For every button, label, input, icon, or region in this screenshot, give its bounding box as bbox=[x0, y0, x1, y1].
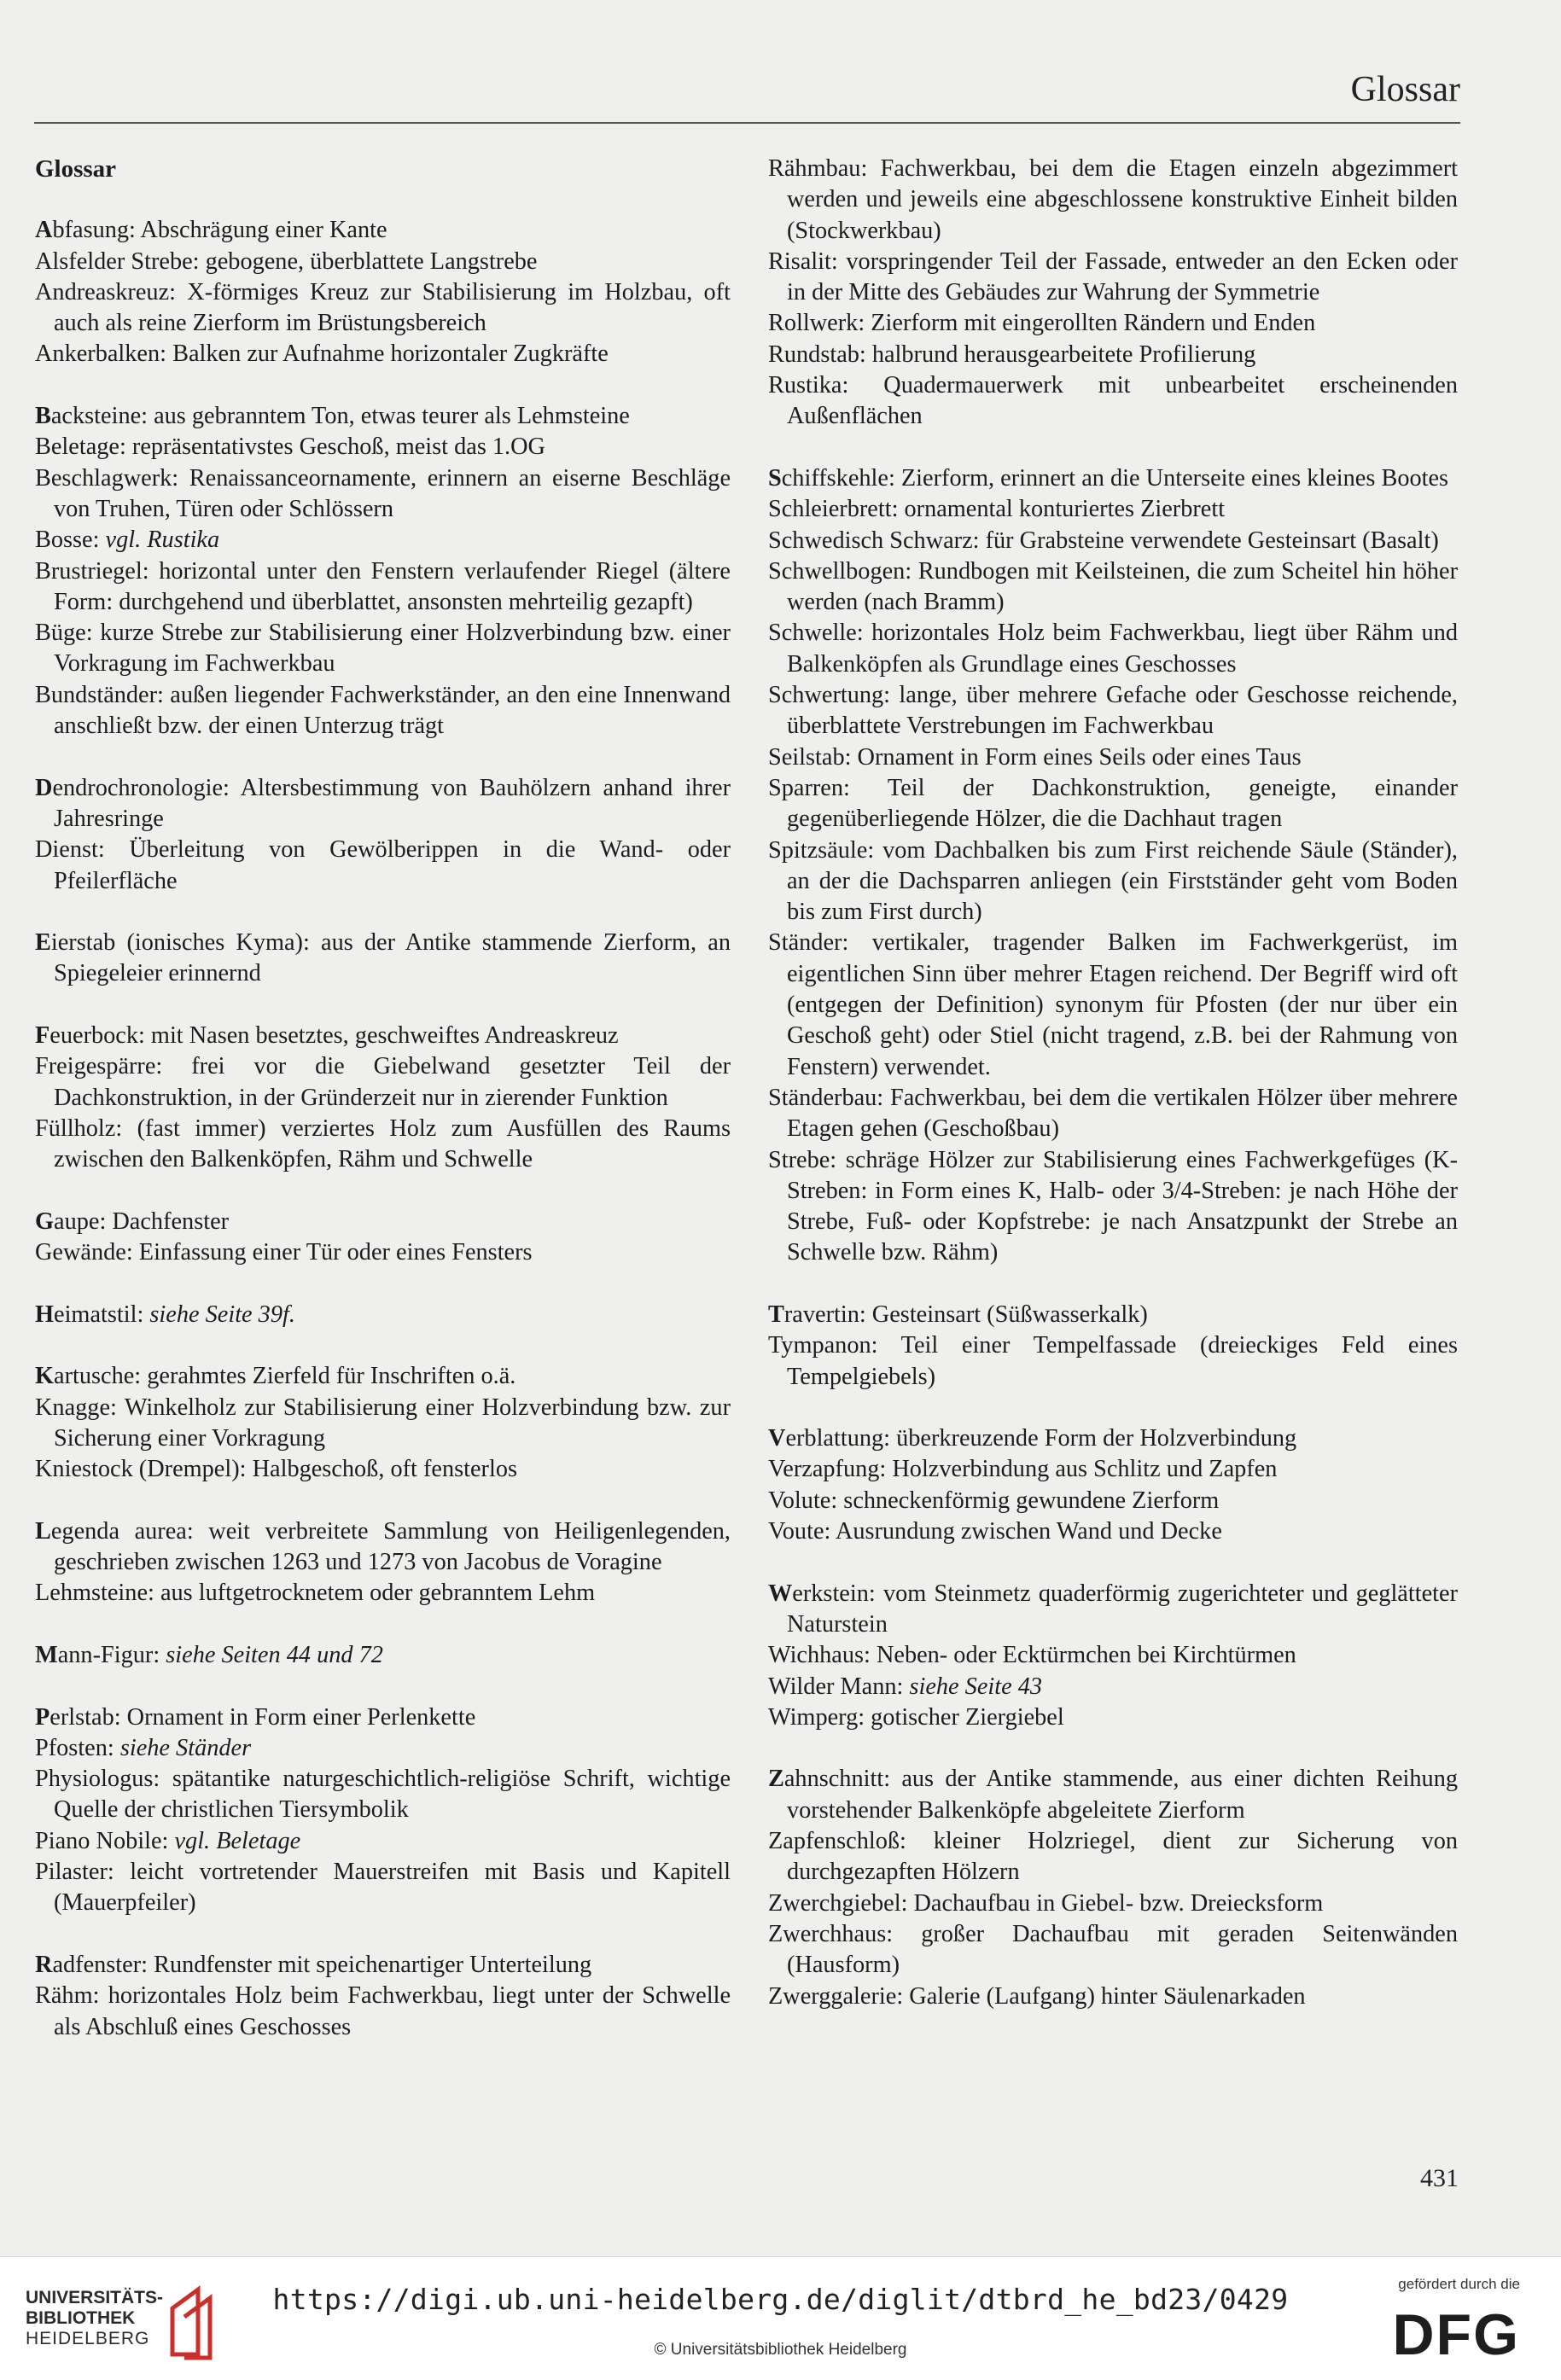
glossary-entry bbox=[35, 1578, 731, 1609]
entry-term: Pfosten bbox=[35, 1734, 108, 1761]
entry-term: Wimperg bbox=[768, 1703, 859, 1731]
permalink-url[interactable]: https://digi.ub.uni-heidelberg.de/diglit/dtbrd_he_bd23/0429 bbox=[272, 2283, 1289, 2316]
entry-definition: : Abschrägung einer Kante bbox=[129, 217, 387, 244]
glossary-entry bbox=[768, 1454, 1458, 1485]
entry-term: Schwedisch Schwarz bbox=[768, 527, 973, 554]
entry-term: erblattung bbox=[785, 1425, 884, 1452]
glossary-left-column bbox=[35, 154, 731, 2074]
entry-term: Ankerbalken bbox=[35, 340, 160, 368]
entry-term: chiffskehle bbox=[781, 464, 888, 492]
glossary-letter-group bbox=[35, 215, 731, 370]
glossary-entry bbox=[768, 370, 1458, 433]
entry-initial-letter: F bbox=[35, 1022, 50, 1050]
entry-term: Füllholz bbox=[35, 1114, 116, 1142]
entry-definition: : horizontales Holz beim Fachwerkbau, liegt unter der Schwelle als Abschluß eines Geschosses bbox=[54, 1982, 731, 2040]
entry-definition: : Halbgeschoß, oft fensterlos bbox=[239, 1456, 517, 1483]
glossary-entry bbox=[35, 1361, 731, 1392]
dfg-funding-block[interactable] bbox=[1375, 2276, 1520, 2370]
glossary-entry bbox=[35, 339, 731, 370]
entry-term: Sparren bbox=[768, 774, 843, 801]
copyright-notice: © Universitätsbibliothek Heidelberg bbox=[654, 2341, 907, 2359]
entry-definition: : Gesteinsart (Süßwasserkalk) bbox=[859, 1301, 1148, 1328]
entry-definition: : bbox=[92, 527, 106, 554]
entry-term: euerbock bbox=[50, 1022, 138, 1050]
entry-term: eimatstil bbox=[54, 1301, 137, 1328]
entry-definition: : bbox=[896, 1673, 910, 1700]
entry-term: endrochronologie bbox=[52, 774, 224, 801]
entry-definition: : gebogene, überblattete Langstrebe bbox=[192, 247, 538, 275]
glossary-entry bbox=[768, 1300, 1458, 1330]
entry-term: Knagge bbox=[35, 1394, 110, 1421]
glossary-entry bbox=[768, 494, 1458, 525]
entry-definition: : Rundbogen mit Keilsteinen, die zum Scheitel hin höher werden (nach Bramm) bbox=[787, 557, 1458, 616]
entry-definition: : überkreuzende Form der Holzverbindung bbox=[883, 1425, 1297, 1452]
entry-definition: : großer Dachaufbau mit geraden Seitenwänden (Hausform) bbox=[787, 1920, 1458, 1979]
entry-definition: : außen liegender Fachwerkständer, an den eine Innenwand anschließt bzw. der einen Unterzug trägt bbox=[54, 681, 731, 740]
glossary-entry bbox=[768, 308, 1458, 339]
glossary-entry bbox=[35, 401, 731, 432]
entry-definition: : weit verbreitete Sammlung von Heiligenlegenden, geschrieben zwischen 1263 und 1273 von Jacobus de Voragine bbox=[54, 1517, 731, 1576]
entry-definition: : Ornament in Form einer Perlenkette bbox=[114, 1703, 476, 1731]
entry-term: Voute bbox=[768, 1518, 824, 1545]
entry-definition: : schräge Hölzer zur Stabilisierung eines Fachwerkgefüges (K-Streben: in Form eines K, Halb- oder 3/4-Streben: je nach Höhe der Strebe, Fuß- oder Kopfstrebe: je nach Ansatzpunkt der Strebe an Schwelle bzw. Rähm) bbox=[787, 1146, 1458, 1266]
entry-term: Lehmsteine bbox=[35, 1580, 149, 1607]
entry-definition: : schneckenförmig gewundene Zierform bbox=[830, 1487, 1220, 1514]
entry-term: Ständer bbox=[768, 929, 842, 957]
entry-term: aupe bbox=[54, 1207, 100, 1235]
entry-definition: : Ornament in Form eines Seils oder eines Taus bbox=[844, 743, 1302, 771]
glossary-entry bbox=[35, 1857, 731, 1919]
glossary-entry bbox=[35, 525, 731, 556]
entry-definition: : Quadermauerwerk mit unbearbeitet erscheinenden Außenflächen bbox=[787, 372, 1458, 430]
glossary-entry bbox=[768, 835, 1458, 928]
glossary-entry bbox=[35, 277, 731, 340]
entry-term: Beschlagwerk bbox=[35, 464, 172, 492]
glossary-entry bbox=[768, 1981, 1458, 2012]
entry-term: adfenster bbox=[52, 1951, 142, 1978]
glossary-entry bbox=[35, 1237, 731, 1268]
entry-definition: : bbox=[137, 1301, 150, 1328]
glossary-entry bbox=[768, 1516, 1458, 1547]
entry-definition: : vertikaler, tragender Balken im Fachwerkgerüst, im eigentlichen Sinn über mehrer Etagen reichend. Der Begriff wird oft (entgegen der Definition) synonym für Pfosten (der nur über ein Geschoß geht) oder Stiel (nicht tragend, z.B. bei der Rahmung von Fenstern) verwendet. bbox=[787, 929, 1458, 1080]
glossary-entry bbox=[35, 1207, 731, 1237]
glossary-entry bbox=[35, 1051, 731, 1114]
entry-initial-letter: G bbox=[35, 1207, 55, 1235]
glossary-entry bbox=[768, 1145, 1458, 1269]
entry-definition: : vorspringender Teil der Fassade, entweder an den Ecken oder in der Mitte des Gebäudes zur Wahrung der Symmetrie bbox=[787, 247, 1458, 306]
glossary-letter-group bbox=[35, 1640, 731, 1671]
entry-definition: : spätantike naturgeschichtlich-religiöse Schrift, wichtige Quelle der christlichen Tiersymbolik bbox=[54, 1766, 731, 1824]
glossary-entry bbox=[768, 526, 1458, 556]
entry-definition: : Balken zur Aufnahme horizontaler Zugkräfte bbox=[160, 340, 609, 368]
entry-term: Beletage bbox=[35, 434, 119, 461]
glossary-letter-group bbox=[768, 1579, 1458, 1733]
entry-initial-letter: W bbox=[768, 1580, 793, 1607]
entry-term: Rustika bbox=[768, 372, 842, 399]
glossary-letter-group bbox=[768, 1300, 1458, 1393]
glossary-entry bbox=[35, 1454, 731, 1485]
entry-definition: : ornamental konturiertes Zierbrett bbox=[891, 496, 1226, 523]
glossary-entry bbox=[768, 742, 1458, 773]
entry-definition: : horizontal unter den Fenstern verlaufender Riegel (ältere Form: durchgehend und überblattet, ansonsten mehrteilig gezapft) bbox=[54, 557, 731, 615]
glossary-entry bbox=[768, 1579, 1458, 1641]
glossary-entry bbox=[35, 618, 731, 680]
page-number: 431 bbox=[1420, 2164, 1459, 2192]
glossary-letter-group bbox=[768, 154, 1458, 433]
glossary-letter-group bbox=[35, 1300, 731, 1330]
glossary-letter-group bbox=[35, 1702, 731, 1919]
entry-term: egenda aurea bbox=[50, 1517, 187, 1545]
entry-initial-letter: K bbox=[35, 1363, 55, 1390]
entry-term: Schwelle bbox=[768, 620, 857, 647]
entry-term: Rundstab bbox=[768, 340, 859, 368]
entry-definition: : frei vor die Giebelwand gesetzter Teil der Dachkonstruktion, in der Gründerzeit nur in zierender Funktion bbox=[54, 1053, 731, 1111]
entry-term: Strebe bbox=[768, 1146, 830, 1173]
entry-initial-letter: T bbox=[768, 1301, 784, 1328]
entry-initial-letter: A bbox=[35, 217, 53, 244]
entry-term: Rollwerk bbox=[768, 310, 859, 337]
library-name-line1: UNIVERSITÄTS- bbox=[26, 2288, 164, 2307]
dfg-logo bbox=[1378, 2301, 1520, 2361]
glossary-entry bbox=[35, 1114, 731, 1176]
glossary-entry bbox=[768, 1764, 1458, 1826]
entry-cross-reference: vgl. Beletage bbox=[174, 1827, 301, 1854]
entry-definition: : gerahmtes Zierfeld für Inschriften o.ä. bbox=[134, 1363, 516, 1390]
funding-note: gefördert durch die bbox=[1398, 2276, 1520, 2292]
entry-initial-letter: H bbox=[35, 1301, 55, 1328]
glossary-entry bbox=[768, 1083, 1458, 1145]
glossary-entry bbox=[35, 1393, 731, 1455]
entry-term: Andreaskreuz bbox=[35, 278, 170, 306]
header-rule bbox=[34, 122, 1460, 124]
glossary-entry bbox=[768, 1640, 1458, 1671]
glossary-letter-group bbox=[35, 1516, 731, 1609]
entry-definition: : Neben- oder Ecktürmchen bei Kirchtürmen bbox=[864, 1642, 1296, 1669]
glossary-letter-group bbox=[768, 1764, 1458, 2011]
entry-definition: : aus der Antike stammende Zierform, an Spiegeleier erinnernd bbox=[54, 929, 731, 987]
glossary-entry bbox=[768, 154, 1458, 247]
glossary-entry bbox=[35, 835, 731, 897]
library-name-line2: BIBLIOTHEK bbox=[26, 2308, 136, 2328]
glossary-entry bbox=[35, 1640, 731, 1671]
entry-definition: : Fachwerkbau, bei dem die Etagen einzeln abgezimmert werden und jeweils eine abgeschlossene konstruktive Einheit bilden (Stockwerkbau) bbox=[787, 155, 1458, 244]
glossary-entry bbox=[768, 463, 1458, 494]
glossary-entry bbox=[768, 1826, 1458, 1888]
entry-term: acksteine bbox=[50, 403, 142, 430]
entry-definition: : vom Dachbalken bis zum First reichende Säule (Ständer), an der die Dachsparren anliegen (ein Firstständer geht vom Boden bis zum First durch) bbox=[787, 836, 1458, 926]
entry-term: Rähmbau bbox=[768, 155, 861, 182]
entry-initial-letter: M bbox=[35, 1641, 58, 1668]
glossary-entry bbox=[768, 1919, 1458, 1981]
glossary-right-column bbox=[768, 154, 1458, 2043]
entry-definition: : Dachfenster bbox=[99, 1207, 230, 1235]
entry-definition: : bbox=[161, 1827, 175, 1854]
entry-term: Freigespärre bbox=[35, 1053, 156, 1080]
entry-definition: : repräsentativstes Geschoß, meist das 1.OG bbox=[119, 434, 545, 461]
glossary-entry bbox=[768, 1423, 1458, 1454]
entry-definition: : leicht vortretender Mauerstreifen mit Basis und Kapitell (Mauerpfeiler) bbox=[54, 1859, 731, 1917]
entry-cross-reference: siehe Seiten 44 und 72 bbox=[166, 1641, 383, 1668]
entry-term: ann-Figur bbox=[57, 1641, 154, 1668]
entry-term: Risalit bbox=[768, 247, 831, 275]
entry-definition: : Renaissanceornamente, erinnern an eiserne Beschläge von Truhen, Türen oder Schlössern bbox=[54, 464, 731, 522]
glossary-entry bbox=[768, 556, 1458, 619]
glossary-entry bbox=[35, 680, 731, 742]
entry-term: Büge bbox=[35, 620, 86, 647]
entry-definition: : Ausrundung zwischen Wand und Decke bbox=[824, 1518, 1222, 1545]
entry-definition: : Einfassung einer Tür oder eines Fensters bbox=[125, 1239, 533, 1266]
entry-term: Bosse bbox=[35, 527, 93, 554]
glossary-entry bbox=[35, 1950, 731, 1981]
glossary-letter-group bbox=[35, 1950, 731, 2043]
entry-definition: : aus luftgetrocknetem oder gebranntem Lehm bbox=[148, 1580, 596, 1607]
glossary-entry bbox=[35, 1702, 731, 1733]
glossary-entry bbox=[35, 463, 731, 526]
entry-term: Zwerchhaus bbox=[768, 1920, 887, 1947]
entry-term: Schwertung bbox=[768, 682, 884, 709]
glossary-letter-group bbox=[768, 463, 1458, 1269]
entry-initial-letter: B bbox=[35, 403, 51, 430]
entry-term: bfasung bbox=[52, 217, 130, 244]
entry-term: Dienst bbox=[35, 836, 98, 864]
entry-definition: : aus gebranntem Ton, etwas teurer als Lehmsteine bbox=[141, 403, 630, 430]
entry-definition: : Rundfenster mit speichenartiger Unterteilung bbox=[141, 1951, 592, 1978]
entry-definition: : X-förmiges Kreuz zur Stabilisierung im Holzbau, oft auch als reine Zierform im Brüstungsbereich bbox=[54, 278, 731, 337]
glossary-title: Glossar bbox=[35, 155, 117, 183]
entry-term: Seilstab bbox=[768, 743, 845, 771]
glossary-entry bbox=[768, 1486, 1458, 1516]
glossary-entry bbox=[35, 1764, 731, 1826]
entry-definition: : Teil der Dachkonstruktion, geneigte, einander gegenüberliegende Hölzer, die die Dachhaut tragen bbox=[787, 774, 1458, 833]
entry-term: erkstein bbox=[792, 1580, 869, 1607]
entry-term: Zwerchgiebel bbox=[768, 1889, 901, 1917]
entry-term: Wilder Mann bbox=[768, 1673, 897, 1700]
entry-term: ierstab (ionisches Kyma) bbox=[50, 929, 303, 957]
entry-definition: : Zierform, erinnert an die Unterseite eines kleines Bootes bbox=[888, 464, 1449, 492]
entry-definition: : horizontales Holz beim Fachwerkbau, liegt über Rähm und Balkenköpfen als Grundlage eines Geschosses bbox=[787, 620, 1458, 678]
entry-term: Schwellbogen bbox=[768, 557, 906, 585]
entry-term: ahnschnitt bbox=[783, 1766, 884, 1793]
glossary-entry bbox=[35, 1300, 731, 1330]
dfg-logo-text: DFG bbox=[1392, 2302, 1520, 2361]
entry-definition: : Dachaufbau in Giebel- bzw. Dreiecksform bbox=[900, 1889, 1324, 1917]
entry-term: Spitzsäule bbox=[768, 836, 868, 864]
entry-definition: : Winkelholz zur Stabilisierung einer Holzverbindung bzw. zur Sicherung einer Vorkragung bbox=[54, 1394, 731, 1452]
entry-definition: : Holzverbindung aus Schlitz und Zapfen bbox=[879, 1456, 1278, 1483]
entry-cross-reference: vgl. Rustika bbox=[105, 527, 220, 554]
entry-definition: : Teil einer Tempelfassade (dreieckiges Feld eines Tempelgiebels) bbox=[787, 1332, 1458, 1390]
glossary-entry bbox=[768, 1672, 1458, 1702]
entry-definition: : aus der Antike stammende, aus einer dichten Reihung vorstehender Balkenköpfe abgeleitete Zierform bbox=[787, 1766, 1458, 1824]
entry-definition: : bbox=[107, 1734, 120, 1761]
glossary-letter-group bbox=[768, 1423, 1458, 1547]
entry-term: ravertin bbox=[783, 1301, 859, 1328]
entry-initial-letter: S bbox=[768, 464, 782, 492]
entry-cross-reference: siehe Seite 43 bbox=[909, 1673, 1043, 1700]
entry-term: erlstab bbox=[50, 1703, 114, 1731]
entry-term: Pilaster bbox=[35, 1859, 108, 1886]
glossary-letter-group bbox=[35, 1021, 731, 1175]
glossary-letter-group bbox=[35, 1207, 731, 1269]
glossary-letter-group bbox=[35, 401, 731, 742]
glossary-letter-group bbox=[35, 773, 731, 897]
entry-term: Verzapfung bbox=[768, 1456, 880, 1483]
entry-definition: : gotischer Ziergiebel bbox=[858, 1703, 1064, 1731]
entry-definition: : Überleitung von Gewölberippen in die Wand- oder Pfeilerfläche bbox=[54, 836, 731, 894]
entry-initial-letter: R bbox=[35, 1951, 53, 1978]
entry-initial-letter: L bbox=[35, 1517, 51, 1545]
glossary-entry bbox=[35, 556, 731, 619]
glossary-entry bbox=[768, 928, 1458, 1082]
entry-definition: : Fachwerkbau, bei dem die vertikalen Hölzer über mehrere Etagen gehen (Geschoßbau) bbox=[787, 1084, 1458, 1143]
glossary-entry bbox=[35, 1826, 731, 1857]
glossary-entry bbox=[35, 1733, 731, 1764]
entry-term: Kniestock (Drempel) bbox=[35, 1456, 240, 1483]
entry-definition: : (fast immer) verziertes Holz zum Ausfüllen des Raums zwischen den Balkenköpfen, Rähm und Schwelle bbox=[54, 1114, 731, 1173]
glossary-entry bbox=[35, 1516, 731, 1579]
glossary-letter-group bbox=[35, 1361, 731, 1485]
glossary-entry bbox=[35, 432, 731, 463]
glossary-entry bbox=[35, 1021, 731, 1051]
entry-definition: : bbox=[153, 1641, 166, 1668]
entry-definition: : kurze Strebe zur Stabilisierung einer Holzverbindung bzw. einer Vorkragung im Fachwerkbau bbox=[54, 620, 731, 678]
entry-term: Gewände bbox=[35, 1239, 126, 1266]
glossary-entry bbox=[35, 928, 731, 990]
entry-term: Physiologus bbox=[35, 1766, 154, 1793]
glossary-entry bbox=[768, 1702, 1458, 1733]
entry-term: Alsfelder Strebe bbox=[35, 247, 193, 275]
entry-initial-letter: Z bbox=[768, 1766, 784, 1793]
glossary-letter-group bbox=[35, 928, 731, 990]
entry-term: Ständerbau bbox=[768, 1084, 877, 1111]
digitization-footer bbox=[0, 2256, 1561, 2380]
glossary-entry bbox=[768, 1330, 1458, 1393]
entry-definition: : halbrund herausgearbeitete Profilierung bbox=[859, 340, 1256, 368]
entry-definition: : Altersbestimmung von Bauhölzern anhand ihrer Jahresringe bbox=[54, 774, 731, 832]
glossary-entry bbox=[768, 247, 1458, 309]
entry-term: Volute bbox=[768, 1487, 831, 1514]
entry-definition: : Zierform mit eingerollten Rändern und Enden bbox=[858, 310, 1316, 337]
entry-term: Rähm bbox=[35, 1982, 93, 2010]
entry-initial-letter: E bbox=[35, 929, 51, 957]
entry-cross-reference: siehe Seite 39f. bbox=[149, 1301, 295, 1328]
entry-term: artusche bbox=[54, 1363, 135, 1390]
entry-definition: : mit Nasen besetztes, geschweiftes Andreaskreuz bbox=[138, 1022, 619, 1050]
entry-definition: : für Grabsteine verwendete Gesteinsart (Basalt) bbox=[972, 527, 1439, 554]
entry-term: Brustriegel bbox=[35, 557, 143, 585]
library-name-line3: HEIDELBERG bbox=[26, 2329, 150, 2348]
entry-term: Tympanon bbox=[768, 1332, 871, 1359]
entry-term: Piano Nobile bbox=[35, 1827, 162, 1854]
glossary-entry bbox=[35, 247, 731, 277]
glossary-entry bbox=[768, 340, 1458, 370]
entry-initial-letter: P bbox=[35, 1703, 50, 1731]
entry-term: Zapfenschloß bbox=[768, 1828, 900, 1855]
entry-term: Bundständer bbox=[35, 681, 158, 708]
entry-term: Schleierbrett bbox=[768, 496, 892, 523]
glossary-entry bbox=[35, 1981, 731, 2043]
glossary-entry bbox=[35, 215, 731, 246]
entry-definition: : lange, über mehrere Gefache oder Geschosse reichende, überblattete Verstrebungen im Fachwerkbau bbox=[787, 682, 1458, 740]
glossary-entry bbox=[768, 618, 1458, 680]
entry-cross-reference: siehe Ständer bbox=[119, 1734, 252, 1761]
entry-term: Zwerggalerie bbox=[768, 1982, 897, 2010]
entry-definition: : vom Steinmetz quaderförmig zugerichteter und geglätteter Naturstein bbox=[787, 1580, 1458, 1638]
entry-definition: : Galerie (Laufgang) hinter Säulenarkaden bbox=[896, 1982, 1306, 2010]
running-title: Glossar bbox=[1350, 70, 1460, 109]
entry-initial-letter: D bbox=[35, 774, 53, 801]
entry-definition: : kleiner Holzriegel, dient zur Sicherung von durchgezapften Hölzern bbox=[787, 1828, 1458, 1886]
entry-initial-letter: V bbox=[768, 1425, 786, 1452]
glossary-entry bbox=[768, 773, 1458, 835]
glossary-entry bbox=[768, 1888, 1458, 1919]
entry-term: Wichhaus bbox=[768, 1642, 865, 1669]
glossary-entry bbox=[768, 680, 1458, 742]
glossary-entry bbox=[35, 773, 731, 835]
